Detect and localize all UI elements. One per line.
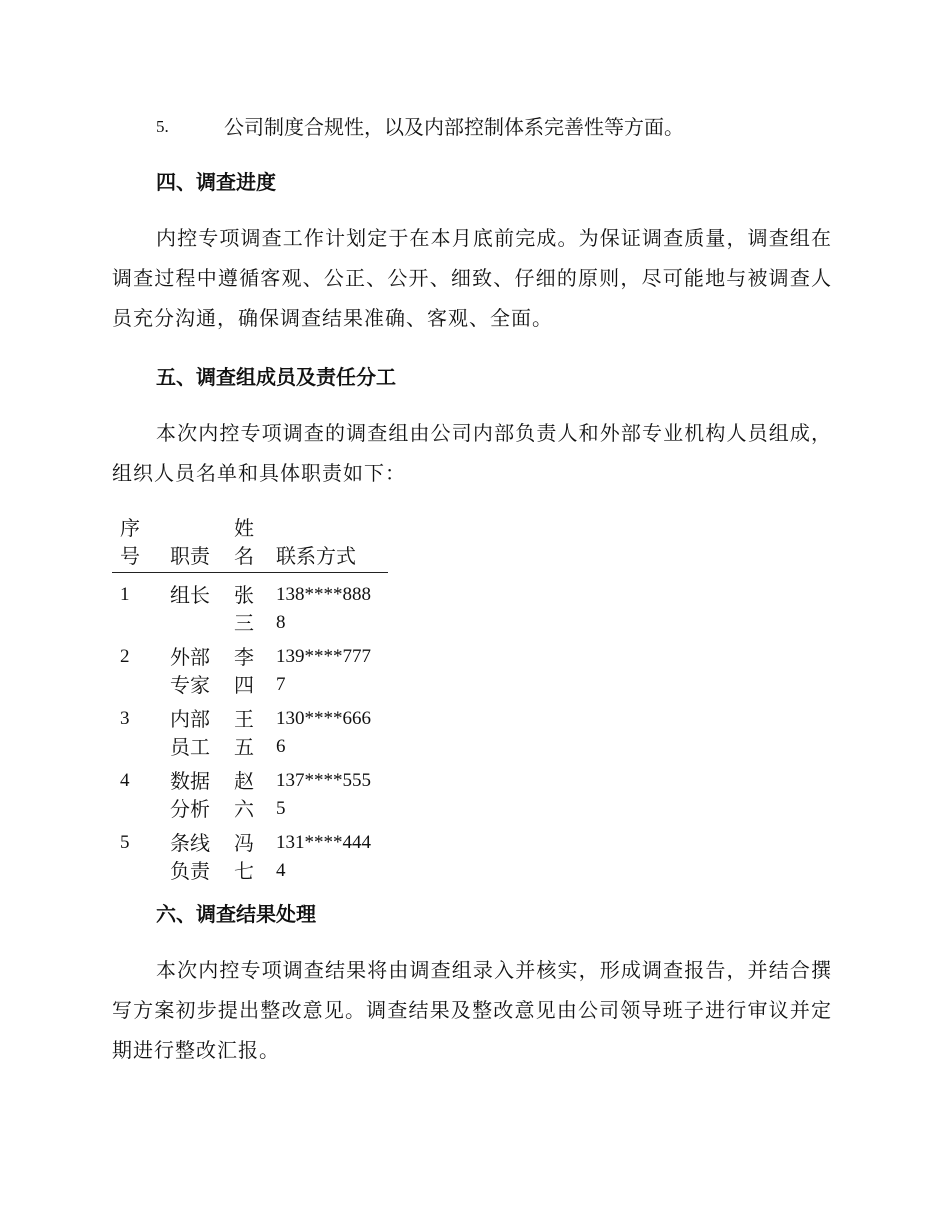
cell-contact: 138****8888	[276, 584, 371, 633]
section-paragraph-6: 本次内控专项调查结果将由调查组录入并核实，形成调查报告，并结合撰写方案初步提出整改意见。调查结果及整改意见由公司领导班子进行审议并定期进行整改汇报。	[112, 958, 832, 1062]
cell-contact: 139****7777	[276, 646, 371, 695]
cell-contact: 131****4444	[276, 832, 371, 881]
list-item-number: 5.	[156, 117, 169, 136]
members-table	[112, 514, 388, 885]
cell-role: 组长	[170, 583, 210, 607]
table-row	[112, 699, 388, 761]
section-paragraph-5: 本次内控专项调查的调查组由公司内部负责人和外部专业机构人员组成，组织人员名单和具体职责如下：	[112, 421, 832, 485]
header-name: 姓名	[234, 516, 254, 568]
section-heading-6: 六、调查结果处理	[156, 902, 316, 926]
table-header-row	[112, 514, 388, 573]
cell-name: 赵六	[234, 769, 254, 821]
list-item-text: 公司制度合规性，以及内部控制体系完善性等方面。	[224, 115, 684, 139]
cell-name: 李四	[234, 645, 254, 697]
cell-no: 4	[120, 770, 130, 791]
cell-contact: 130****6666	[276, 708, 371, 757]
cell-role: 外部专家	[170, 645, 210, 697]
cell-name: 冯七	[234, 831, 254, 883]
header-no: 序号	[120, 516, 140, 568]
cell-role: 内部员工	[170, 707, 210, 759]
cell-no: 3	[120, 708, 130, 729]
header-contact: 联系方式	[276, 544, 356, 568]
cell-name: 张三	[234, 583, 254, 635]
section-heading-4: 四、调查进度	[156, 170, 276, 194]
table-row	[112, 573, 388, 638]
cell-no: 1	[120, 584, 130, 605]
cell-name: 王五	[234, 707, 254, 759]
table-row	[112, 761, 388, 823]
cell-role: 数据分析	[170, 769, 210, 821]
cell-no: 5	[120, 832, 130, 853]
table-row	[112, 823, 388, 885]
cell-role: 条线负责	[170, 831, 210, 883]
cell-no: 2	[120, 646, 130, 667]
section-heading-5: 五、调查组成员及责任分工	[156, 365, 396, 389]
header-role: 职责	[170, 544, 210, 568]
cell-contact: 137****5555	[276, 770, 371, 819]
table-row	[112, 637, 388, 699]
section-paragraph-4: 内控专项调查工作计划定于在本月底前完成。为保证调查质量，调查组在调查过程中遵循客观、公正、公开、细致、仔细的原则，尽可能地与被调查人员充分沟通，确保调查结果准确、客观、全面。	[112, 226, 832, 330]
